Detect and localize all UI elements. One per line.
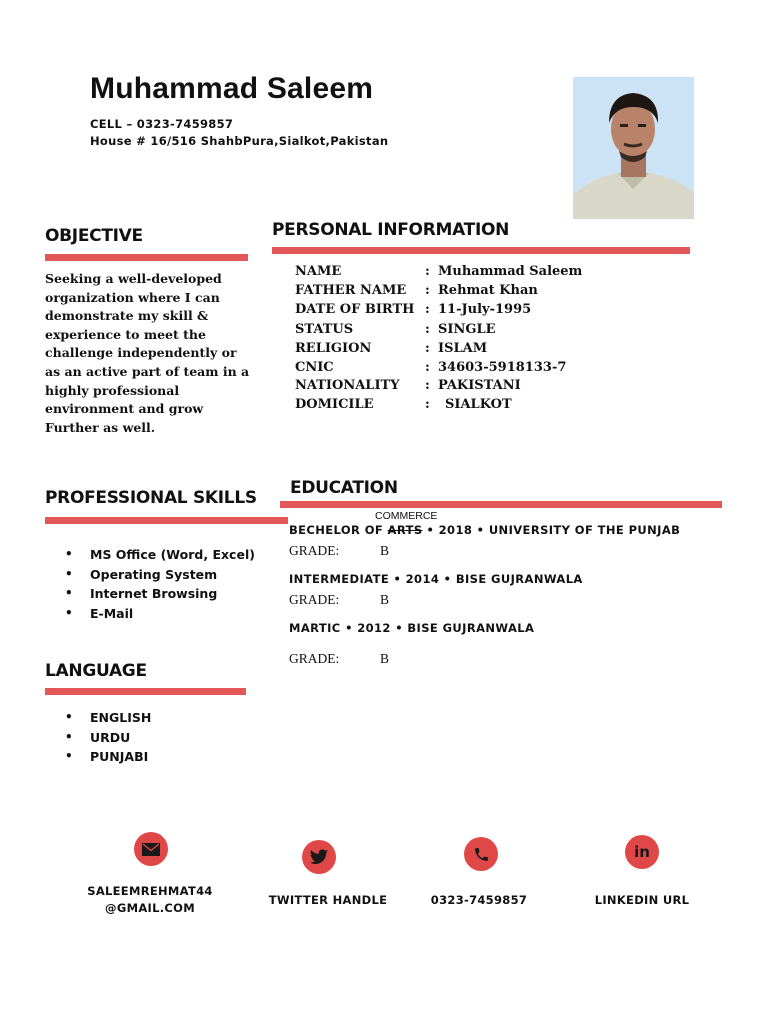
objective-line: demonstrate my skill & [45, 308, 209, 324]
list-item: • PUNJABI [65, 747, 151, 767]
list-item: • E-Mail [65, 604, 255, 624]
email-address[interactable] [60, 883, 240, 917]
address: House # 16/516 ShahbPura,Sialkot,Pakistan [90, 134, 389, 148]
objective-line: environment and grow [45, 401, 204, 417]
cell-number: CELL – 0323-7459857 [90, 117, 234, 131]
info-separator: : [425, 322, 430, 337]
personal-info-divider [272, 247, 690, 254]
info-value: Rehmat Khan [438, 283, 538, 298]
twitter-handle-link[interactable]: TWITTER HANDLE [268, 893, 388, 907]
info-label: DOMICILE [295, 397, 374, 412]
grade-row [289, 543, 390, 559]
education-heading: EDUCATION [290, 478, 398, 498]
profile-photo-image [573, 77, 694, 219]
education-entry-title [289, 572, 583, 586]
linkedin-url-link[interactable]: LINKEDIN URL [594, 893, 690, 907]
info-separator: : [425, 264, 430, 279]
list-item: • ENGLISH [65, 708, 151, 728]
objective-line: Further as well. [45, 419, 156, 435]
info-label: NATIONALITY [295, 378, 400, 393]
grade-value: B [380, 592, 390, 607]
grade-row [289, 651, 390, 667]
info-value: PAKISTANI [438, 378, 521, 393]
info-label: FATHER NAME [295, 283, 407, 298]
skills-heading: PROFESSIONAL SKILLS [45, 488, 257, 508]
info-label: CNIC [295, 360, 334, 375]
personal-info-heading: PERSONAL INFORMATION [272, 220, 510, 240]
info-separator: : [425, 378, 430, 393]
objective-text [45, 270, 250, 437]
info-separator: : [425, 302, 430, 317]
bird-glyph [309, 849, 329, 866]
info-value: ISLAM [438, 341, 488, 356]
grade-value: B [380, 543, 390, 558]
email-icon[interactable] [134, 832, 168, 866]
info-value: SINGLE [438, 322, 496, 337]
info-label: STATUS [295, 322, 354, 337]
objective-divider [45, 254, 248, 261]
info-separator: : [425, 341, 430, 356]
skills-divider [45, 517, 288, 524]
info-separator: : [425, 283, 430, 298]
linkedin-glyph: in [634, 843, 650, 861]
language-divider [45, 688, 246, 695]
objective-line: organization where I can [45, 289, 220, 305]
phone-icon[interactable] [464, 837, 498, 871]
education-divider [280, 501, 722, 508]
objective-line: highly professional [45, 382, 180, 398]
grade-value: B [380, 651, 390, 666]
candidate-name: Muhammad Saleem [90, 72, 374, 105]
info-value: SIALKOT [445, 397, 512, 412]
info-label: NAME [295, 264, 342, 279]
language-heading: LANGUAGE [45, 661, 147, 681]
objective-line: experience to meet the [45, 326, 206, 342]
list-item: • URDU [65, 728, 151, 748]
info-separator: : [425, 397, 430, 412]
objective-heading: OBJECTIVE [45, 226, 143, 246]
degree-name: MARTIC [289, 621, 346, 635]
envelope-glyph [142, 843, 160, 856]
objective-line: Seeking a well-developed [45, 271, 222, 286]
info-label: RELIGION [295, 341, 372, 356]
degree-correction-note: COMMERCE [375, 510, 438, 522]
list-item: • Internet Browsing [65, 584, 255, 604]
objective-line: as an active part of team in a [45, 363, 250, 379]
info-value: 11-July-1995 [438, 302, 532, 317]
grade-row [289, 592, 390, 608]
grade-label: GRADE: [289, 543, 340, 558]
education-entry-title [289, 523, 680, 537]
info-value: Muhammad Saleem [438, 264, 583, 279]
degree-details: • 2018 • UNIVERSITY OF THE PUNJAB [426, 523, 681, 537]
info-label: DATE OF BIRTH [295, 302, 415, 317]
degree-name: BECHELOR OF [289, 523, 388, 537]
skills-list [65, 545, 255, 624]
info-value: 34603-5918133-7 [438, 360, 567, 375]
twitter-icon[interactable] [302, 840, 336, 874]
degree-struck: ARTS [387, 523, 423, 537]
language-list [65, 708, 151, 767]
degree-name: INTERMEDIATE [289, 572, 394, 586]
education-entry-title [289, 621, 534, 635]
email-line-2: @GMAIL.COM [105, 901, 195, 915]
phone-number-link[interactable]: 0323-7459857 [430, 893, 528, 907]
objective-line: challenge independently or [45, 345, 237, 361]
degree-details: • 2014 • BISE GUJRANWALA [393, 572, 583, 586]
degree-details: • 2012 • BISE GUJRANWALA [345, 621, 535, 635]
info-separator: : [425, 360, 430, 375]
grade-label: GRADE: [289, 651, 340, 666]
list-item: • Operating System [65, 565, 255, 585]
linkedin-icon[interactable] [625, 835, 659, 869]
grade-label: GRADE: [289, 592, 340, 607]
handset-glyph [473, 846, 490, 863]
list-item: • MS Office (Word, Excel) [65, 545, 255, 565]
email-line-1: SALEEMREHMAT44 [87, 884, 213, 898]
profile-photo [573, 77, 694, 219]
